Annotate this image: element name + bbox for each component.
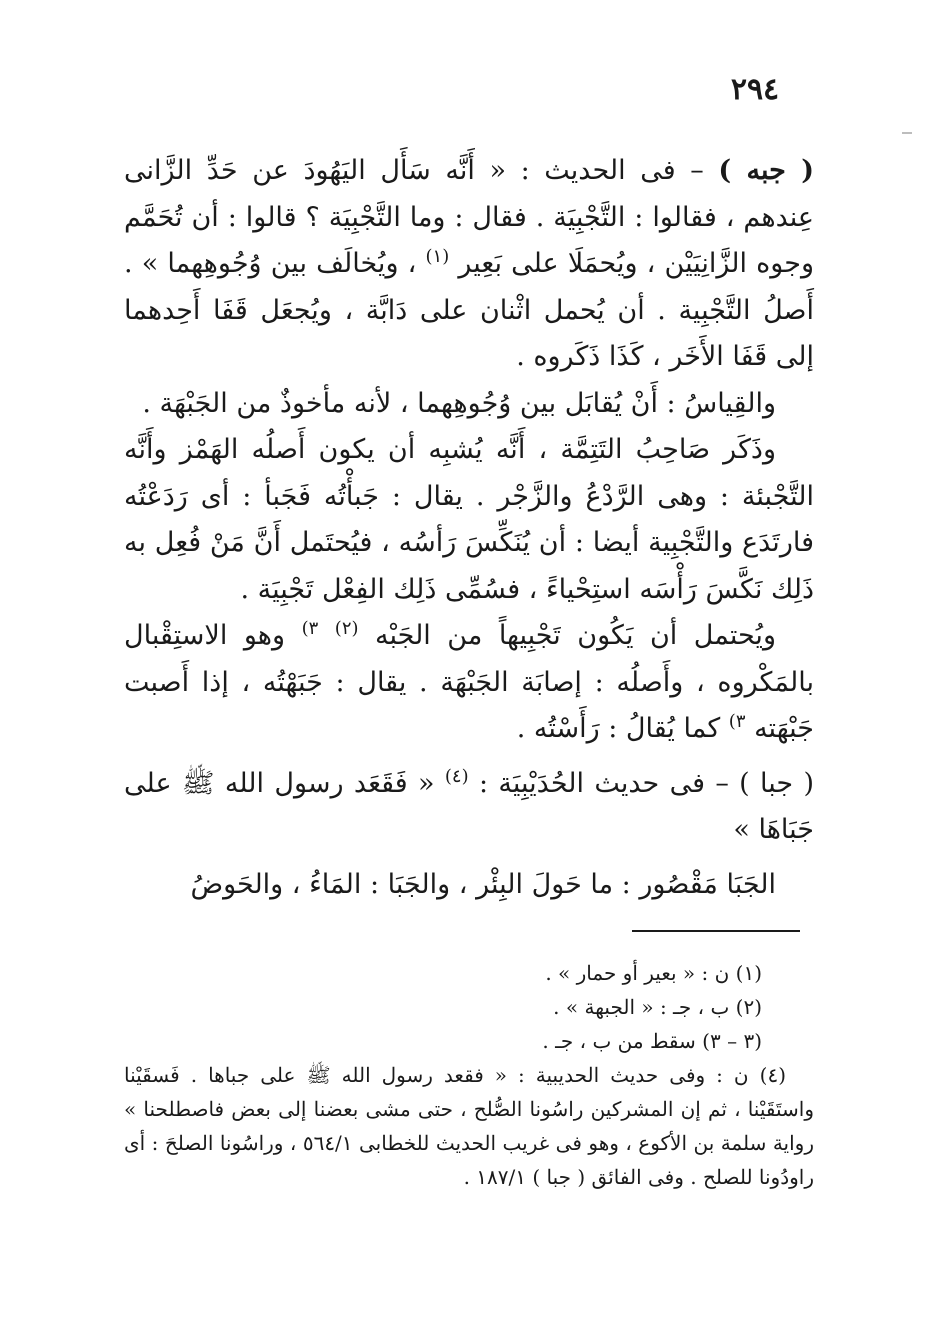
paragraph-text: ويُحتمل أن يَكُون تَجْبِيهاً من الجَبْه bbox=[358, 620, 776, 651]
paragraph-text: « فَقَعَد رسول الله ﷺ على جَبَاهَا » bbox=[124, 767, 814, 845]
page-number: ٢٩٤ bbox=[730, 72, 780, 107]
footnote: (٣ – ٣) سقط من ب ، جـ . bbox=[542, 1029, 762, 1053]
footnote-ref: (٢) bbox=[334, 618, 359, 639]
paragraph-text: ، ويُخالَف بين وُجُوهِهما » . أَصلُ التَّجْبِية . أن يُحمل اثْنان على دَابَّة ، ويُجعَل قَفَا أَحِدهما إلى قَفَا الأَخَر ، كَذَا ذَكَروه . bbox=[124, 248, 814, 372]
entry-jabh-paragraph bbox=[124, 148, 814, 381]
footnote: (٢) ب ، جـ : « الجبهة » . bbox=[553, 995, 762, 1019]
paragraph bbox=[124, 613, 814, 753]
paragraph: والقِياسُ : أَنْ يُقابَل بين وُجُوهِهما ، لأنه مأخوذٌ من الجَبْهَة . bbox=[142, 387, 776, 419]
footnote-ref: (٤) bbox=[444, 765, 469, 787]
footnote-ref: (١) bbox=[425, 246, 450, 267]
entry-heading-jabh: ( جبه ) bbox=[718, 155, 814, 186]
footnote-ref: ٣) bbox=[301, 618, 319, 639]
footnotes bbox=[124, 956, 814, 1194]
paragraph-text: – فى الحديث : « أَنَّه سَأَل اليَهُودَ عن حَدِّ الزَّانى عِندهم ، فقالوا : التَّجْبِيَة . فقال : وما التَّجْبِيَة ؟ قالوا : أن تُحَمَّم وجوه الزَّانِيَيْن ، ويُحمَلَا على بَعِير bbox=[124, 155, 814, 279]
paragraph-text: كما يُقالُ : رَأَسْتُه . bbox=[516, 713, 729, 744]
paragraph-text: وهو الاستِقْبال بالمَكْروه ، وأَصلُه : إصابَة الجَبْهَة . يقال : جَبَهْتُه ، إذا أَصبت جَبْهَته bbox=[124, 620, 814, 744]
footnote-separator bbox=[632, 930, 800, 932]
footnote: (١) ن : « بعير أو حمار » . bbox=[545, 961, 762, 985]
paragraph: الجَبَا مَقْصُور : ما حَولَ البِئْر ، والجَبَا : المَاءُ ، والحَوضُ bbox=[190, 868, 776, 900]
entry-heading-jaba: ( جبا ) bbox=[739, 767, 814, 799]
scan-mark bbox=[902, 132, 912, 134]
paragraph-text: – فى حديث الحُدَيْبِيَة : bbox=[468, 767, 740, 799]
paragraph-text bbox=[318, 620, 335, 651]
footnote: (٤) ن : وفى حديث الحديبية : « فقعد رسول الله ﷺ على جباها . فَسقَيْنا واستَقَيْنا ، ثم إن المشركين راسُونا الصُّلح ، حتى مشى بعضنا إلى بعض فاصطلحنا » رواية سلمة بن الأكوع ، وهو فى غريب الحديث للخطابى ٥٦٤/١ ، وراسُونا الصلحَ : أى راودُونا للصلح . وفى الفائق ( جبا ) ١٨٧/١ . bbox=[124, 1063, 814, 1189]
entry-jaba-paragraph bbox=[124, 761, 814, 854]
main-text bbox=[124, 148, 814, 908]
footnote-ref: ٣) bbox=[728, 711, 746, 732]
paragraph: وذَكَر صَاحِبُ التَتِمَّة ، أَنَّه يُشبِه أن يكون أَصلُه الهَمْز وأَنَّه التَّجْبئة : وهى الرَّدْعُ والزَّجْر . يقال : جَبأْتُه فَجَبأ : أى رَدَعْتُه فارتَدَع والتَّجْبِية أيضا : أن يُنَكِّسَ رَأسُه ، فيُحتَمل أَنَّ مَنْ فُعِل به ذَلِك نَكَّسَ رَأْسَه استِحْياءً ، فسُمِّى ذَلِك الفِعْل تَجْبِيَة . bbox=[124, 434, 814, 605]
